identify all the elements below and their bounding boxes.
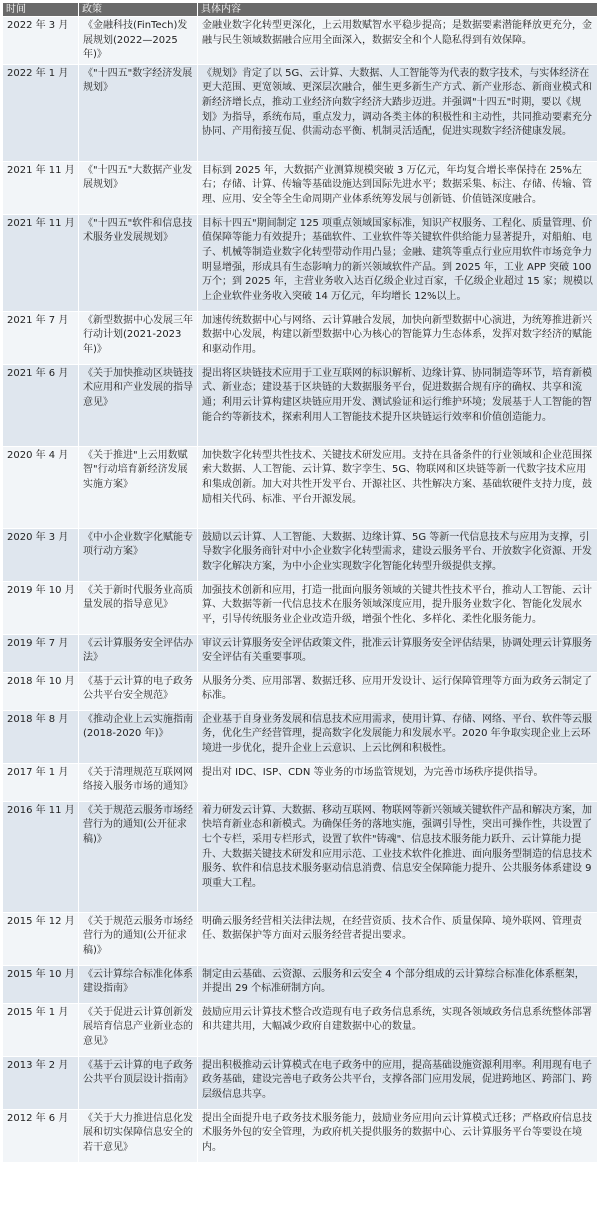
table-row — [3, 710, 598, 763]
table-row — [3, 672, 598, 710]
table-row — [3, 912, 598, 965]
row-policy: 《关于新时代服务业高质量发展的指导意见》 — [79, 581, 198, 634]
row-date: 2021 年 6 月 — [3, 364, 79, 446]
table-row — [3, 801, 598, 912]
row-content: 加速传统数据中心与网络、云计算融合发展，加快向新型数据中心演进，为统筹推进新兴数据中心发展，构建以新型数据中心为核心的智能算力生态体系，发挥对数字经济的赋能和驱动作用。 — [198, 311, 598, 364]
row-date: 2020 年 3 月 — [3, 528, 79, 581]
row-date: 2022 年 3 月 — [3, 17, 79, 65]
row-content: 《规划》肯定了以 5G、云计算、大数据、人工智能等为代表的数字技术，与实体经济在更大范围、更宽领域、更深层次融合，催生更多新生产方式、新产业形态、新商业模式和新经济增长点，推动工业经济向数字经济大踏步迈进。并强调"十四五"时期，要以《规划》为指导，系统布局，重点发力，调动各类主体的积极性和主动性，共同推动要素充分协同、产用衔接互促、供需动态平衡、机制灵活适配，促进实现数字经济健康发展。 — [198, 64, 598, 161]
row-content: 鼓励以云计算、人工智能、大数据、边缘计算、5G 等新一代信息技术与应用为支撑，引导数字化服务商针对中小企业数字化转型需求，建设云服务平台、开放数字化资源、开发数字化解决方案，为中小企业实现数字化智能化转型升级提供支撑。 — [198, 528, 598, 581]
row-content: 加快数字化转型共性技术、关键技术研发应用。支持在具备条件的行业领域和企业范围探索大数据、人工智能、云计算、数字孪生、5G、物联网和区块链等新一代数字技术应用和集成创新。加大对共性开发平台、开源社区、共性解决方案、基础软硬件支持力度，鼓励相关代码、标准、平台开源发展。 — [198, 446, 598, 528]
policy-table — [2, 2, 598, 1163]
table-row — [3, 364, 598, 446]
row-date: 2022 年 1 月 — [3, 64, 79, 161]
row-date: 2021 年 11 月 — [3, 161, 79, 214]
table-row — [3, 161, 598, 214]
row-policy: 《基于云计算的电子政务公共平台顶层设计指南》 — [79, 1056, 198, 1109]
row-policy: 《关于推进"上云用数赋智"行动培育新经济发展实施方案》 — [79, 446, 198, 528]
row-policy: 《关于规范云服务市场经营行为的通知(公开征求稿)》 — [79, 801, 198, 912]
row-content: 着力研发云计算、大数据、移动互联网、物联网等新兴领域关键软件产品和解决方案，加快培育新业态和新模式。为确保任务的落地实施，强调引导性，突出可操作性，共设置了七个专栏，采用专栏形式，设置了软件"铸魂"、信息技术服务能力跃升、云计算能力提升、大数据关键技术研发和应用示范、工业技术软件化推进、面向服务型制造的信息技术服务、软件和信息技术服务驱动信息消费、信息安全保障能力提升、公共服务体系建设 9 项重大工程。 — [198, 801, 598, 912]
table-row — [3, 446, 598, 528]
table-header — [3, 3, 598, 17]
row-content: 加强技术创新和应用，打造一批面向服务领域的关键共性技术平台，推动人工智能、云计算、大数据等新一代信息技术在服务领域深度应用，提升服务业数字化、智能化发展水平，引导传统服务业企业改造升级，增强个性化、多样化、柔性化服务能力。 — [198, 581, 598, 634]
table-row — [3, 581, 598, 634]
row-content: 目标到 2025 年，大数据产业测算规模突破 3 万亿元，年均复合增长率保持在 25%左右；存储、计算、传输等基础设施达到国际先进水平；数据采集、标注、存储、传输、管理、应用、安全等全生命周期产业体系统筹发展与创新链、价值链深度融合。 — [198, 161, 598, 214]
header-date: 时间 — [3, 3, 79, 17]
row-policy: 《关于大力推进信息化发展和切实保障信息安全的若干意见》 — [79, 1109, 198, 1162]
table-row — [3, 1056, 598, 1109]
row-date: 2018 年 8 月 — [3, 710, 79, 763]
row-policy: 《"十四五"软件和信息技术服务业发展规划》 — [79, 214, 198, 311]
table-row — [3, 763, 598, 801]
row-policy: 《金融科技(FinTech)发展规划(2022—2025 年)》 — [79, 17, 198, 65]
table-body — [3, 17, 598, 1163]
row-policy: 《云计算服务安全评估办法》 — [79, 634, 198, 672]
table-row — [3, 214, 598, 311]
row-date: 2021 年 11 月 — [3, 214, 79, 311]
row-content: 制定由云基础、云资源、云服务和云安全 4 个部分组成的云计算综合标准化体系框架，并提出 29 个标准研制方向。 — [198, 965, 598, 1003]
table-row — [3, 64, 598, 161]
row-content: 提出积极推动云计算模式在电子政务中的应用，提高基础设施资源利用率。利用现有电子政务基础，建设完善电子政务公共平台，支撑各部门应用发展，促进跨地区、跨部门、跨层级信息共享。 — [198, 1056, 598, 1109]
policy-table-container — [2, 2, 598, 1214]
row-policy: 《基于云计算的电子政务公共平台安全规范》 — [79, 672, 198, 710]
row-content: 提出将区块链技术应用于工业互联网的标识解析、边缘计算、协同制造等环节，培育新模式、新业态；建设基于区块链的大数据服务平台，促进数据合规有序的确权、共享和流通；利用云计算构建区块链应用开发、测试验证和运行维护环境；发展基于人工智能的智能合约等新技术，探索利用人工智能技术提升区块链运行效率和价值创造能力。 — [198, 364, 598, 446]
row-policy: 《中小企业数字化赋能专项行动方案》 — [79, 528, 198, 581]
row-content: 金融业数字化转型更深化，上云用数赋智水平稳步提高；是数据要素潜能释放更充分，金融与民生领域数据融合应用全面深入，数据安全和个人隐私得到有效保障。 — [198, 17, 598, 65]
row-date: 2015 年 1 月 — [3, 1003, 79, 1056]
row-policy: 《推动企业上云实施指南(2018-2020 年)》 — [79, 710, 198, 763]
row-date: 2019 年 10 月 — [3, 581, 79, 634]
row-policy: 《关于加快推动区块链技术应用和产业发展的指导意见》 — [79, 364, 198, 446]
table-row — [3, 528, 598, 581]
row-policy: 《关于清理规范互联网网络接入服务市场的通知》 — [79, 763, 198, 801]
table-row — [3, 965, 598, 1003]
row-content: 目标十四五"期间制定 125 项重点领域国家标准，知识产权服务、工程化、质量管理、价值保障等能力有效提升；基础软件、工业软件等关键软件供给能力显著提升，对船舶、电子、机械等制造业数字化转型带动作用凸显；金融、建筑等重点行业应用软件市场竞争力明显增强，形成具有生态影响力的新兴领域软件产品。到 2025 年，工业 APP 突破 100 万个；到 2025 年，主营业务收入达百亿级企业过百家，千亿级企业超过 15 家；规模以上企业软件业务收入突破 14 万亿元，年均增长 12%以上。 — [198, 214, 598, 311]
row-date: 2019 年 7 月 — [3, 634, 79, 672]
row-content: 提出全面提升电子政务技术服务能力，鼓励业务应用向云计算模式迁移；严格政府信息技术服务外包的安全管理，为政府机关提供服务的数据中心、云计算服务平台等要设在境内。 — [198, 1109, 598, 1162]
row-date: 2015 年 12 月 — [3, 912, 79, 965]
row-date: 2020 年 4 月 — [3, 446, 79, 528]
header-policy: 政策 — [79, 3, 198, 17]
table-row — [3, 1003, 598, 1056]
row-date: 2017 年 1 月 — [3, 763, 79, 801]
row-policy: 《新型数据中心发展三年行动计划(2021-2023 年)》 — [79, 311, 198, 364]
table-row — [3, 311, 598, 364]
row-date: 2012 年 6 月 — [3, 1109, 79, 1162]
row-policy: 《关于促进云计算创新发展培育信息产业新业态的意见》 — [79, 1003, 198, 1056]
row-content: 提出对 IDC、ISP、CDN 等业务的市场监管规划，为完善市场秩序提供指导。 — [198, 763, 598, 801]
header-content: 具体内容 — [198, 3, 598, 17]
row-content: 从服务分类、应用部署、数据迁移、应用开发设计、运行保障管理等方面为政务云制定了标准。 — [198, 672, 598, 710]
row-policy: 《"十四五"数字经济发展规划》 — [79, 64, 198, 161]
table-row — [3, 17, 598, 65]
row-date: 2016 年 11 月 — [3, 801, 79, 912]
row-content: 审议云计算服务安全评估政策文件，批准云计算服务安全评估结果，协调处理云计算服务安全评估有关重要事项。 — [198, 634, 598, 672]
table-row — [3, 1109, 598, 1162]
table-row — [3, 634, 598, 672]
row-date: 2013 年 2 月 — [3, 1056, 79, 1109]
row-content: 鼓励应用云计算技术整合改造现有电子政务信息系统，实现各领域政务信息系统整体部署和共建共用，大幅减少政府自建数据中心的数量。 — [198, 1003, 598, 1056]
row-content: 企业基于自身业务发展和信息技术应用需求，使用计算、存储、网络、平台、软件等云服务，优化生产经营管理，提高数字化发展能力和发展水平。2020 年争取实现企业上云环境进一步优化，提升企业上云意识、上云比例和积极性。 — [198, 710, 598, 763]
row-date: 2015 年 10 月 — [3, 965, 79, 1003]
row-date: 2021 年 7 月 — [3, 311, 79, 364]
row-policy: 《关于规范云服务市场经营行为的通知(公开征求稿)》 — [79, 912, 198, 965]
row-content: 明确云服务经营相关法律法规，在经营资质、技术合作、质量保障、境外联网、管理责任、数据保护等方面对云服务经营者提出要求。 — [198, 912, 598, 965]
row-policy: 《云计算综合标准化体系建设指南》 — [79, 965, 198, 1003]
row-policy: 《"十四五"大数据产业发展规划》 — [79, 161, 198, 214]
row-date: 2018 年 10 月 — [3, 672, 79, 710]
